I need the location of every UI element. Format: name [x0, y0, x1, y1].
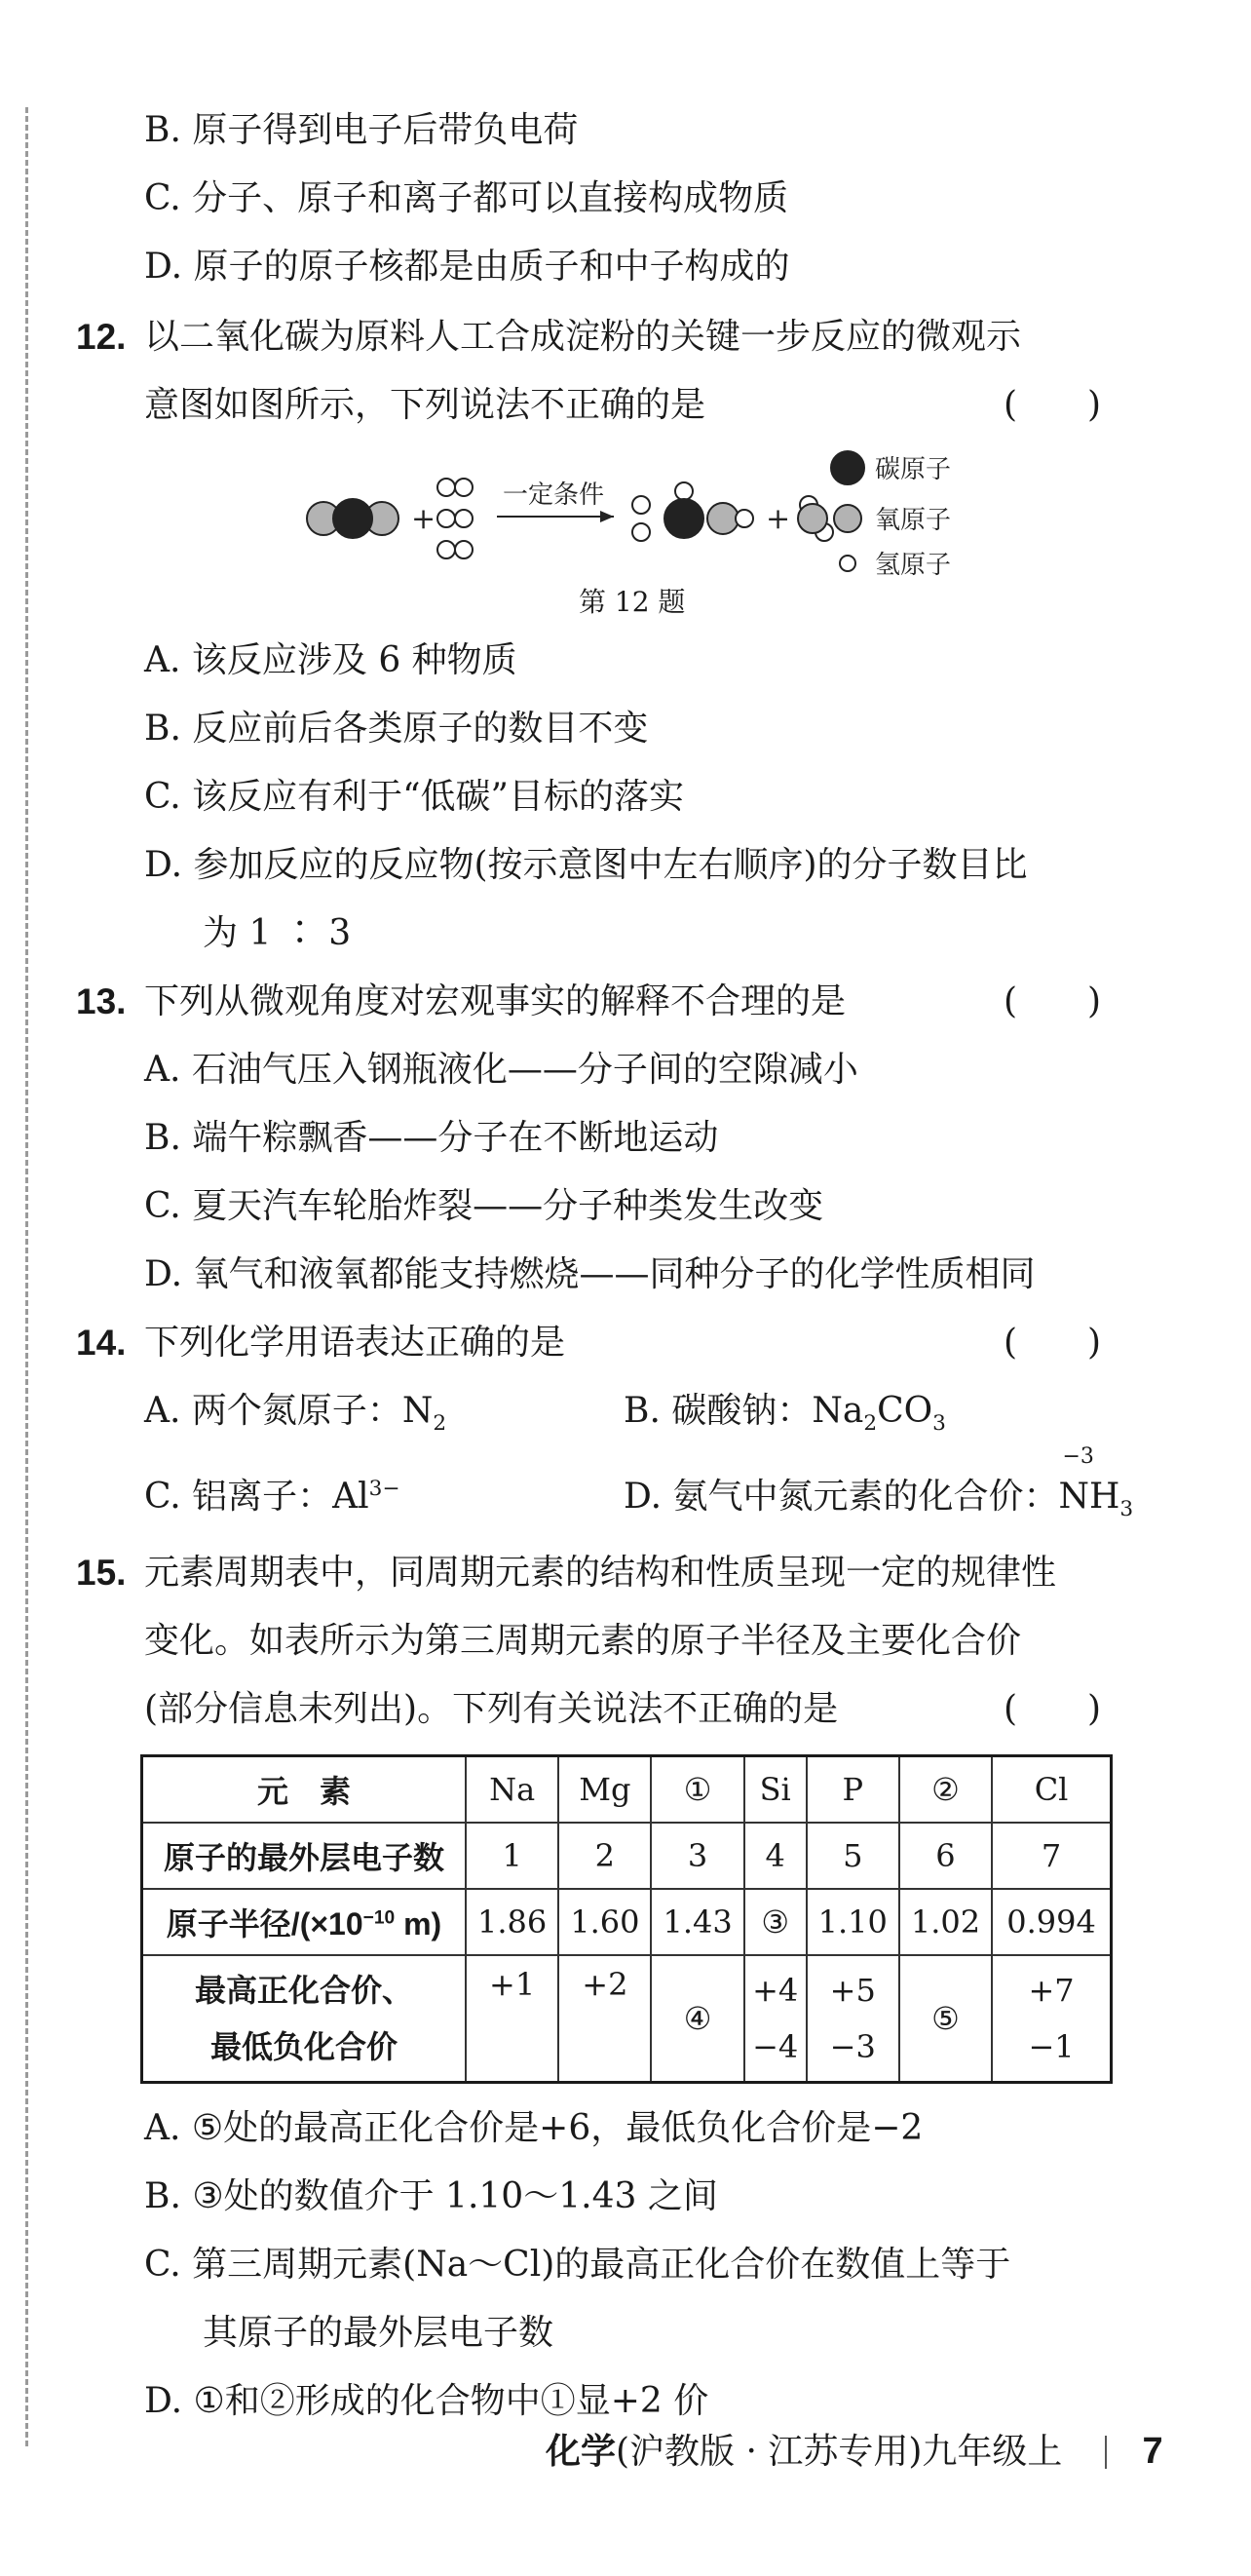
- q14-stem: 下列化学用语表达正确的是: [144, 1323, 566, 1363]
- q11-option-c: C. 分子、原子和离子都可以直接构成物质: [144, 178, 789, 218]
- q12-option-a: A. 该反应涉及 6 种物质: [144, 640, 517, 680]
- footer-edition: (沪教版 · 江苏专用)九年级上: [616, 2432, 1063, 2472]
- co2-molecule: [307, 499, 398, 538]
- diagram-legend: [831, 451, 951, 580]
- table-cell: P: [807, 1756, 899, 1824]
- q13-option-d: D. 氧气和液氧都能支持燃烧——同种分子的化学性质相同: [144, 1254, 1036, 1294]
- q12-option-d-line1: D. 参加反应的反应物(按示意图中左右顺序)的分子数目比: [144, 845, 1028, 885]
- table-head-element: 元 素: [142, 1756, 467, 1824]
- q15-option-c-line1: C. 第三周期元素(Na～Cl)的最高正化合价在数值上等于: [144, 2245, 1011, 2285]
- table-cell: 0.994: [992, 1889, 1111, 1955]
- q14-option-b: B. 碳酸钠：$Na_2CO_3$: [624, 1391, 946, 1437]
- table-cell: 1.02: [899, 1889, 992, 1955]
- q12-reaction-diagram: [302, 448, 984, 604]
- q13-option-a: A. 石油气压入钢瓶液化——分子间的空隙减小: [144, 1050, 858, 1090]
- q15-element-table: [140, 1754, 1113, 2084]
- table-cell: Cl: [992, 1756, 1111, 1824]
- table-cell: 1.10: [807, 1889, 899, 1955]
- water-molecule: [798, 496, 833, 541]
- page-number: 7: [1142, 2431, 1163, 2472]
- q12-option-d-line2: 为 1 ∶ 3: [203, 913, 352, 953]
- q15-option-d: D. ①和②形成的化合物中①显+2 价: [144, 2381, 709, 2421]
- table-cell: 1.43: [651, 1889, 743, 1955]
- table-cell: 4: [744, 1823, 807, 1889]
- q15-number: 15.: [76, 1553, 127, 1593]
- q15-stem-line3: (部分信息未列出)。下列有关说法不正确的是: [144, 1689, 839, 1729]
- table-cell: 3: [651, 1823, 743, 1889]
- footer-divider: [1105, 2436, 1107, 2469]
- table-cell: 1.86: [466, 1889, 558, 1955]
- page-footer: [546, 2427, 1163, 2477]
- q15-option-b: B. ③处的数值介于 1.10～1.43 之间: [144, 2176, 718, 2216]
- table-cell: ⑤: [899, 1955, 992, 2083]
- q12-number: 12.: [76, 317, 127, 357]
- q13-answer-paren: ( ): [1004, 981, 1102, 1021]
- q12-option-b: B. 反应前后各类原子的数目不变: [144, 709, 649, 749]
- table-cell: ③: [744, 1889, 807, 1955]
- table-cell: +2: [558, 1955, 651, 2083]
- q13-stem: 下列从微观角度对宏观事实的解释不合理的是: [144, 981, 847, 1021]
- legend-carbon-swatch: [831, 451, 864, 484]
- product-molecule: [632, 482, 753, 541]
- q13-number: 13.: [76, 981, 127, 1021]
- q12-option-c: C. 该反应有利于“低碳”目标的落实: [144, 777, 684, 817]
- table-cell: Si: [744, 1756, 807, 1824]
- plus-sign-2: +: [766, 502, 791, 536]
- q14-option-c: C. 铝离子：$Al^{3-}$: [144, 1477, 400, 1517]
- q14-option-a: A. 两个氮原子：$N_2$: [144, 1391, 447, 1437]
- q11-option-d: D. 原子的原子核都是由质子和中子构成的: [144, 247, 790, 287]
- table-head-radius: 原子半径$/(\times 10^{-10}$ m): [142, 1889, 467, 1955]
- q15-option-a: A. ⑤处的最高正化合价是+6，最低负化合价是−2: [144, 2108, 924, 2148]
- table-row-radius: [142, 1889, 1112, 1955]
- table-row-electrons: [142, 1823, 1112, 1889]
- table-cell: 7: [992, 1823, 1111, 1889]
- table-cell: 5: [807, 1823, 899, 1889]
- table-head-valence: 最高正化合价、 最低负化合价: [142, 1955, 467, 2083]
- table-cell: ④: [651, 1955, 743, 2083]
- table-row-elements: [142, 1756, 1112, 1824]
- plus-sign-1: +: [411, 502, 436, 536]
- legend-oxygen-swatch: [834, 505, 861, 532]
- q13-option-b: B. 端午粽飘香——分子在不断地运动: [144, 1118, 719, 1158]
- h2-molecules: [437, 479, 473, 558]
- legend-hydrogen-swatch: [840, 556, 855, 571]
- table-cell: 1: [466, 1823, 558, 1889]
- q15-stem-line2: 变化。如表所示为第三周期元素的原子半径及主要化合价: [144, 1621, 1022, 1661]
- reaction-condition-label: 一定条件: [503, 481, 605, 510]
- table-cell: Mg: [558, 1756, 651, 1824]
- q12-answer-paren: ( ): [1004, 385, 1102, 425]
- table-cell: 1.60: [558, 1889, 651, 1955]
- q11-option-b: B. 原子得到电子后带负电荷: [144, 110, 579, 150]
- table-cell: +5 −3: [807, 1955, 899, 2083]
- legend-carbon-label: 碳原子: [875, 455, 952, 484]
- q15-option-c-line2: 其原子的最外层电子数: [203, 2313, 554, 2353]
- table-row-valence: [142, 1955, 1112, 2083]
- legend-hydrogen-label: 氢原子: [875, 551, 952, 580]
- table-cell: 6: [899, 1823, 992, 1889]
- table-cell: +1: [466, 1955, 558, 2083]
- binding-margin-line: [25, 107, 28, 2446]
- q12-stem-line2: 意图如图所示，下列说法不正确的是: [144, 385, 706, 425]
- q15-stem-line1: 元素周期表中，同周期元素的结构和性质呈现一定的规律性: [144, 1553, 1057, 1593]
- q14-option-d: D. 氨气中氮元素的化合价： −3 $NH_3$: [624, 1444, 1134, 1522]
- legend-oxygen-label: 氧原子: [875, 506, 952, 535]
- table-cell: +4 −4: [744, 1955, 807, 2083]
- table-cell: ①: [651, 1756, 743, 1824]
- table-head-electrons: 原子的最外层电子数: [142, 1823, 467, 1889]
- q14-number: 14.: [76, 1323, 127, 1363]
- q12-stem-line1: 以二氧化碳为原料人工合成淀粉的关键一步反应的微观示: [144, 317, 1022, 357]
- valence-mark: −3: [1062, 1444, 1094, 1469]
- q13-option-c: C. 夏天汽车轮胎炸裂——分子种类发生改变: [144, 1186, 824, 1226]
- q12-figure-caption: 第 12 题: [579, 586, 686, 618]
- table-cell: ②: [899, 1756, 992, 1824]
- footer-subject: 化学: [546, 2431, 617, 2471]
- table-cell: 2: [558, 1823, 651, 1889]
- table-cell: +7 −1: [992, 1955, 1111, 2083]
- q14-answer-paren: ( ): [1004, 1323, 1102, 1363]
- q15-answer-paren: ( ): [1004, 1689, 1102, 1729]
- table-cell: Na: [466, 1756, 558, 1824]
